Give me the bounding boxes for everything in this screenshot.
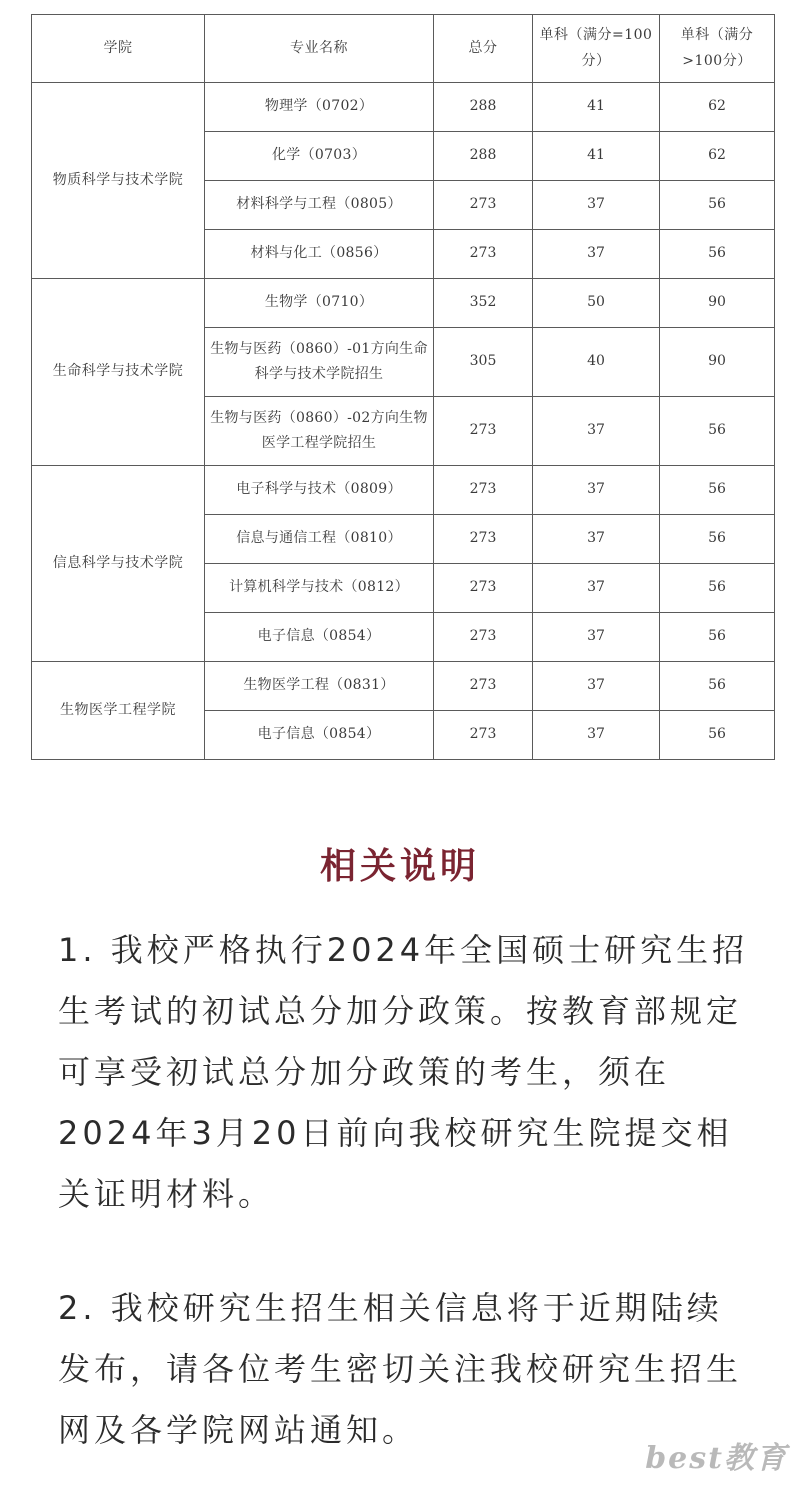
- single-100-cell: 37: [533, 397, 660, 466]
- total-score-cell: 273: [434, 515, 533, 564]
- single-over-100-cell: 62: [660, 83, 775, 132]
- single-100-cell: 37: [533, 230, 660, 279]
- total-score-cell: 273: [434, 711, 533, 760]
- major-cell: 计算机科学与技术（0812）: [205, 564, 434, 613]
- header-single-over-100: 单科（满分>100分）: [660, 15, 775, 83]
- single-over-100-cell: 62: [660, 132, 775, 181]
- single-100-cell: 50: [533, 279, 660, 328]
- total-score-cell: 305: [434, 328, 533, 397]
- table-header-row: [32, 15, 775, 83]
- single-over-100-cell: 56: [660, 564, 775, 613]
- single-100-cell: 37: [533, 564, 660, 613]
- header-total: 总分: [434, 15, 533, 83]
- single-over-100-cell: 56: [660, 397, 775, 466]
- college-cell: 物质科学与技术学院: [32, 83, 205, 279]
- total-score-cell: 288: [434, 132, 533, 181]
- header-major: 专业名称: [205, 15, 434, 83]
- major-cell: 化学（0703）: [205, 132, 434, 181]
- major-cell: 电子科学与技术（0809）: [205, 466, 434, 515]
- total-score-cell: 273: [434, 230, 533, 279]
- single-over-100-cell: 90: [660, 328, 775, 397]
- single-100-cell: 40: [533, 328, 660, 397]
- note-item: 2. 我校研究生招生相关信息将于近期陆续发布，请各位考生密切关注我校研究生招生网及各学院网站通知。: [58, 1289, 743, 1449]
- total-score-cell: 273: [434, 397, 533, 466]
- single-over-100-cell: 56: [660, 181, 775, 230]
- admission-score-table: [31, 14, 775, 760]
- notes-title: 相关说明: [319, 846, 480, 887]
- major-cell: 生物与医药（0860）-02方向生物医学工程学院招生: [205, 397, 434, 466]
- total-score-cell: 352: [434, 279, 533, 328]
- single-100-cell: 37: [533, 181, 660, 230]
- major-cell: 物理学（0702）: [205, 83, 434, 132]
- major-cell: 材料科学与工程（0805）: [205, 181, 434, 230]
- single-100-cell: 37: [533, 613, 660, 662]
- table-row: [32, 83, 775, 132]
- watermark: best教育: [645, 1441, 788, 1476]
- major-cell: 信息与通信工程（0810）: [205, 515, 434, 564]
- major-cell: 电子信息（0854）: [205, 711, 434, 760]
- note-item: 1. 我校严格执行2024年全国硕士研究生招生考试的初试总分加分政策。按教育部规定可享受初试总分加分政策的考生，须在2024年3月20日前向我校研究生院提交相关证明材料。: [58, 931, 749, 1213]
- single-over-100-cell: 56: [660, 230, 775, 279]
- college-cell: 信息科学与技术学院: [32, 466, 205, 662]
- major-cell: 材料与化工（0856）: [205, 230, 434, 279]
- single-over-100-cell: 56: [660, 711, 775, 760]
- header-college: 学院: [32, 15, 205, 83]
- single-100-cell: 37: [533, 711, 660, 760]
- table-row: [32, 279, 775, 328]
- header-single-100: 单科（满分=100分）: [533, 15, 660, 83]
- single-over-100-cell: 90: [660, 279, 775, 328]
- table-row: [32, 662, 775, 711]
- single-over-100-cell: 56: [660, 515, 775, 564]
- total-score-cell: 273: [434, 613, 533, 662]
- single-over-100-cell: 56: [660, 662, 775, 711]
- single-over-100-cell: 56: [660, 613, 775, 662]
- table-row: [32, 466, 775, 515]
- total-score-cell: 273: [434, 662, 533, 711]
- total-score-cell: 273: [434, 181, 533, 230]
- total-score-cell: 288: [434, 83, 533, 132]
- total-score-cell: 273: [434, 466, 533, 515]
- total-score-cell: 273: [434, 564, 533, 613]
- college-cell: 生物医学工程学院: [32, 662, 205, 760]
- single-100-cell: 37: [533, 466, 660, 515]
- single-100-cell: 37: [533, 515, 660, 564]
- single-100-cell: 37: [533, 662, 660, 711]
- single-100-cell: 41: [533, 83, 660, 132]
- single-100-cell: 41: [533, 132, 660, 181]
- major-cell: 生物学（0710）: [205, 279, 434, 328]
- single-over-100-cell: 56: [660, 466, 775, 515]
- major-cell: 电子信息（0854）: [205, 613, 434, 662]
- major-cell: 生物与医药（0860）-01方向生命科学与技术学院招生: [205, 328, 434, 397]
- major-cell: 生物医学工程（0831）: [205, 662, 434, 711]
- college-cell: 生命科学与技术学院: [32, 279, 205, 466]
